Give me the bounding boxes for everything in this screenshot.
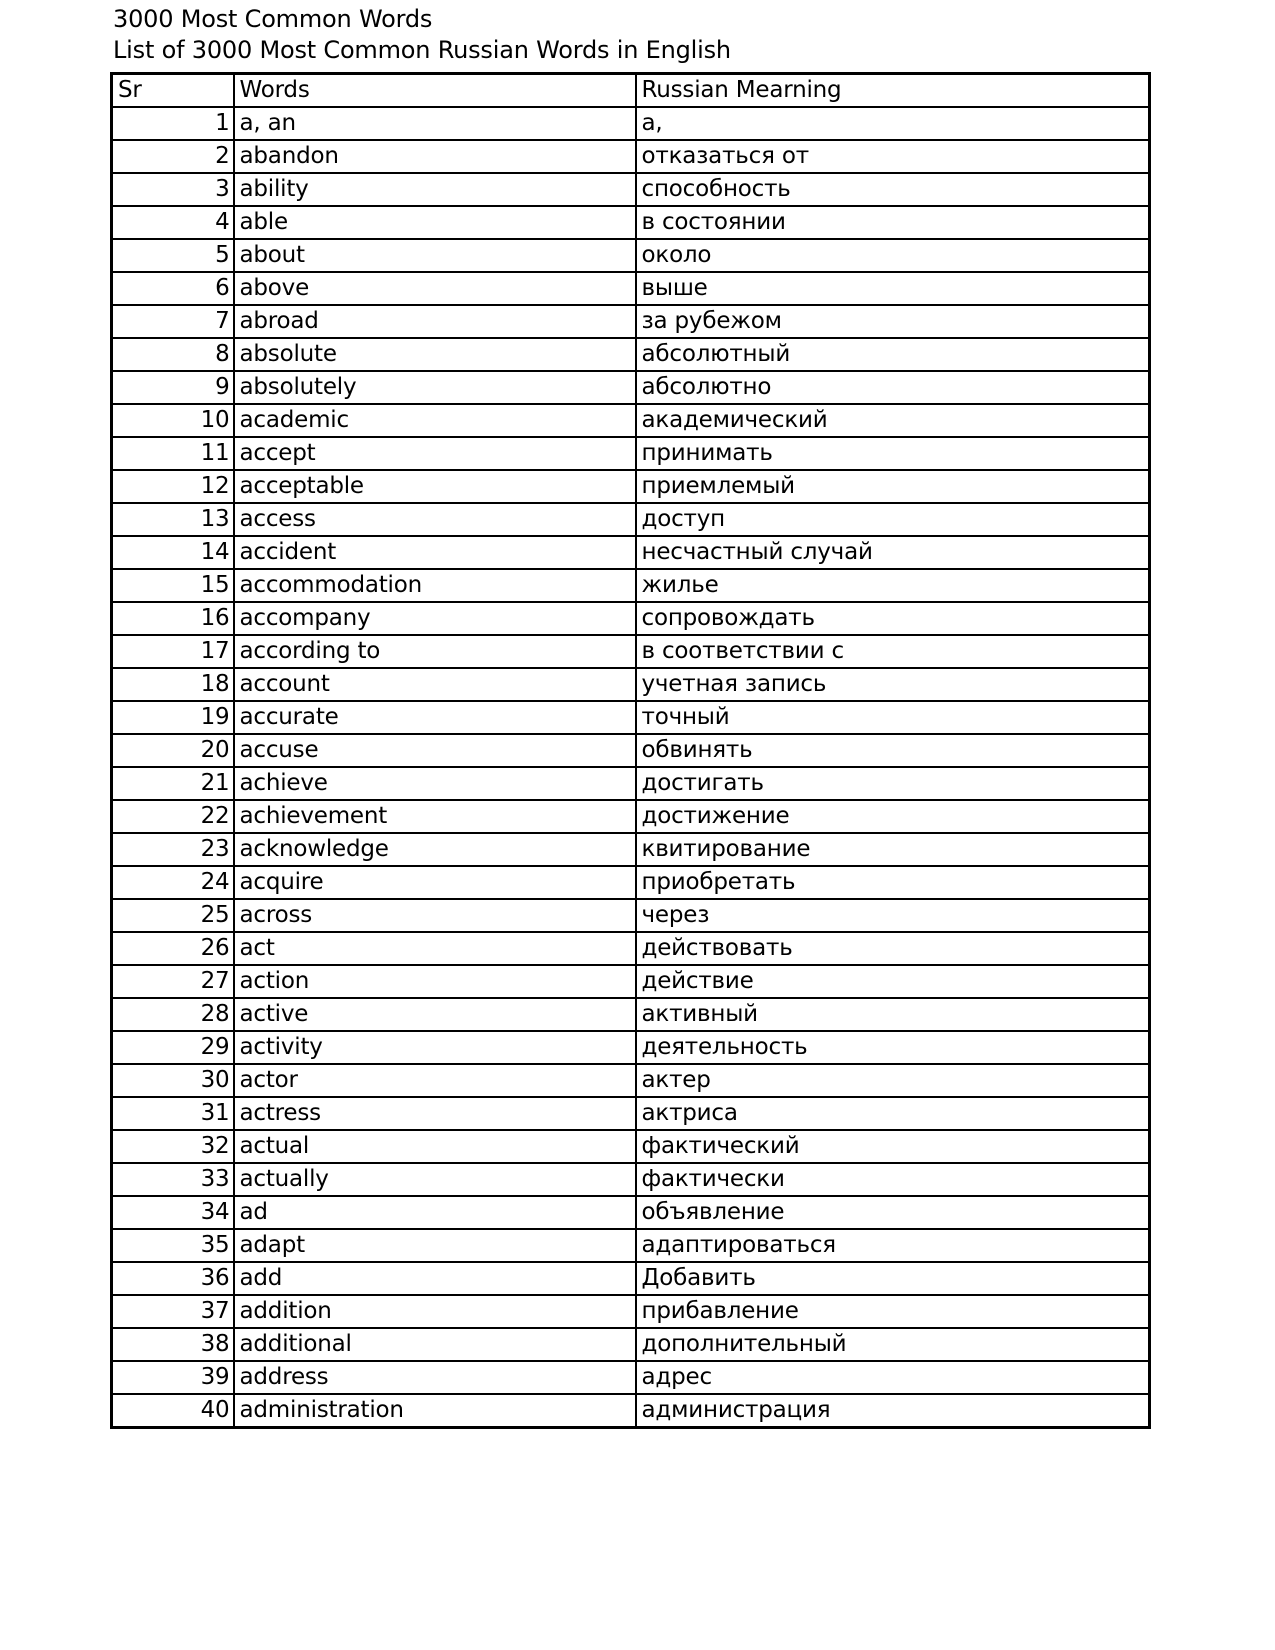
cell-russian-meaning: точный (636, 701, 1150, 734)
cell-word: actually (234, 1163, 636, 1196)
table-row (112, 767, 1150, 800)
cell-word: address (234, 1361, 636, 1394)
cell-sr: 2 (112, 140, 234, 173)
cell-word: achievement (234, 800, 636, 833)
cell-russian-meaning: объявление (636, 1196, 1150, 1229)
cell-sr: 32 (112, 1130, 234, 1163)
table-row (112, 536, 1150, 569)
table-row (112, 932, 1150, 965)
table-row (112, 1295, 1150, 1328)
cell-russian-meaning: Добавить (636, 1262, 1150, 1295)
cell-russian-meaning: через (636, 899, 1150, 932)
cell-word: actor (234, 1064, 636, 1097)
table-row (112, 1031, 1150, 1064)
cell-sr: 23 (112, 833, 234, 866)
cell-russian-meaning: актер (636, 1064, 1150, 1097)
cell-russian-meaning: отказаться от (636, 140, 1150, 173)
cell-russian-meaning: жилье (636, 569, 1150, 602)
table-body (112, 107, 1150, 1428)
cell-word: activity (234, 1031, 636, 1064)
cell-russian-meaning: несчастный случай (636, 536, 1150, 569)
cell-word: acknowledge (234, 833, 636, 866)
cell-sr: 3 (112, 173, 234, 206)
cell-russian-meaning: за рубежом (636, 305, 1150, 338)
table-row (112, 866, 1150, 899)
cell-russian-meaning: фактический (636, 1130, 1150, 1163)
cell-russian-meaning: дополнительный (636, 1328, 1150, 1361)
cell-russian-meaning: сопровождать (636, 602, 1150, 635)
cell-sr: 31 (112, 1097, 234, 1130)
cell-word: act (234, 932, 636, 965)
cell-russian-meaning: абсолютно (636, 371, 1150, 404)
cell-sr: 1 (112, 107, 234, 140)
cell-sr: 35 (112, 1229, 234, 1262)
cell-russian-meaning: способность (636, 173, 1150, 206)
cell-russian-meaning: приемлемый (636, 470, 1150, 503)
table-row (112, 833, 1150, 866)
cell-sr: 37 (112, 1295, 234, 1328)
cell-word: absolute (234, 338, 636, 371)
cell-sr: 5 (112, 239, 234, 272)
table-row (112, 338, 1150, 371)
cell-russian-meaning: активный (636, 998, 1150, 1031)
cell-word: accompany (234, 602, 636, 635)
cell-sr: 39 (112, 1361, 234, 1394)
cell-word: accident (234, 536, 636, 569)
cell-sr: 7 (112, 305, 234, 338)
table-row (112, 272, 1150, 305)
cell-sr: 30 (112, 1064, 234, 1097)
cell-sr: 11 (112, 437, 234, 470)
cell-word: acquire (234, 866, 636, 899)
table-row (112, 1262, 1150, 1295)
table-row (112, 1361, 1150, 1394)
cell-russian-meaning: около (636, 239, 1150, 272)
cell-russian-meaning: a, (636, 107, 1150, 140)
table-row (112, 107, 1150, 140)
table-row (112, 371, 1150, 404)
table-row (112, 305, 1150, 338)
cell-russian-meaning: в соответствии с (636, 635, 1150, 668)
cell-sr: 29 (112, 1031, 234, 1064)
cell-russian-meaning: достигать (636, 767, 1150, 800)
document-subtitle: List of 3000 Most Common Russian Words in English (113, 36, 731, 64)
table-row (112, 1229, 1150, 1262)
cell-sr: 14 (112, 536, 234, 569)
cell-word: accept (234, 437, 636, 470)
cell-sr: 12 (112, 470, 234, 503)
cell-sr: 28 (112, 998, 234, 1031)
cell-russian-meaning: действие (636, 965, 1150, 998)
table-row (112, 206, 1150, 239)
table-row (112, 635, 1150, 668)
cell-sr: 9 (112, 371, 234, 404)
cell-russian-meaning: квитирование (636, 833, 1150, 866)
cell-word: absolutely (234, 371, 636, 404)
cell-sr: 15 (112, 569, 234, 602)
cell-sr: 8 (112, 338, 234, 371)
cell-word: actual (234, 1130, 636, 1163)
cell-word: about (234, 239, 636, 272)
table-row (112, 1097, 1150, 1130)
cell-russian-meaning: доступ (636, 503, 1150, 536)
cell-sr: 4 (112, 206, 234, 239)
table-row (112, 1163, 1150, 1196)
cell-sr: 13 (112, 503, 234, 536)
cell-sr: 6 (112, 272, 234, 305)
table-row (112, 503, 1150, 536)
table-row (112, 140, 1150, 173)
table-row (112, 998, 1150, 1031)
cell-word: abroad (234, 305, 636, 338)
cell-sr: 26 (112, 932, 234, 965)
cell-word: abandon (234, 140, 636, 173)
cell-russian-meaning: абсолютный (636, 338, 1150, 371)
cell-russian-meaning: адаптироваться (636, 1229, 1150, 1262)
table-row (112, 404, 1150, 437)
cell-russian-meaning: достижение (636, 800, 1150, 833)
cell-sr: 17 (112, 635, 234, 668)
cell-sr: 24 (112, 866, 234, 899)
cell-word: academic (234, 404, 636, 437)
cell-sr: 22 (112, 800, 234, 833)
table-row (112, 470, 1150, 503)
cell-sr: 10 (112, 404, 234, 437)
table-row (112, 602, 1150, 635)
cell-sr: 40 (112, 1394, 234, 1428)
cell-russian-meaning: прибавление (636, 1295, 1150, 1328)
cell-sr: 33 (112, 1163, 234, 1196)
cell-word: ad (234, 1196, 636, 1229)
cell-word: actress (234, 1097, 636, 1130)
column-header-sr: Sr (112, 74, 234, 108)
cell-russian-meaning: учетная запись (636, 668, 1150, 701)
cell-russian-meaning: фактически (636, 1163, 1150, 1196)
cell-word: according to (234, 635, 636, 668)
cell-russian-meaning: администрация (636, 1394, 1150, 1428)
column-header-russian-meaning: Russian Mearning (636, 74, 1150, 108)
cell-word: active (234, 998, 636, 1031)
cell-russian-meaning: академический (636, 404, 1150, 437)
cell-sr: 38 (112, 1328, 234, 1361)
cell-russian-meaning: принимать (636, 437, 1150, 470)
table-row (112, 173, 1150, 206)
table-header-row (112, 74, 1150, 108)
cell-russian-meaning: адрес (636, 1361, 1150, 1394)
table-row (112, 1328, 1150, 1361)
table-row (112, 668, 1150, 701)
cell-russian-meaning: действовать (636, 932, 1150, 965)
cell-word: action (234, 965, 636, 998)
cell-sr: 18 (112, 668, 234, 701)
cell-word: ability (234, 173, 636, 206)
cell-word: addition (234, 1295, 636, 1328)
cell-sr: 16 (112, 602, 234, 635)
cell-russian-meaning: обвинять (636, 734, 1150, 767)
column-header-words: Words (234, 74, 636, 108)
cell-sr: 27 (112, 965, 234, 998)
table-row (112, 965, 1150, 998)
cell-russian-meaning: актриса (636, 1097, 1150, 1130)
table-row (112, 1196, 1150, 1229)
table-header (112, 74, 1150, 108)
cell-word: above (234, 272, 636, 305)
word-table-container (110, 72, 1148, 1429)
cell-word: acceptable (234, 470, 636, 503)
table-row (112, 1394, 1150, 1428)
cell-sr: 20 (112, 734, 234, 767)
table-row (112, 734, 1150, 767)
table-row (112, 437, 1150, 470)
table-row (112, 1064, 1150, 1097)
cell-word: additional (234, 1328, 636, 1361)
cell-word: accuse (234, 734, 636, 767)
cell-word: add (234, 1262, 636, 1295)
cell-word: access (234, 503, 636, 536)
cell-russian-meaning: приобретать (636, 866, 1150, 899)
cell-word: able (234, 206, 636, 239)
cell-russian-meaning: выше (636, 272, 1150, 305)
cell-word: accurate (234, 701, 636, 734)
cell-sr: 34 (112, 1196, 234, 1229)
cell-word: adapt (234, 1229, 636, 1262)
cell-word: across (234, 899, 636, 932)
cell-sr: 25 (112, 899, 234, 932)
table-row (112, 1130, 1150, 1163)
cell-russian-meaning: в состоянии (636, 206, 1150, 239)
word-list-table (110, 72, 1151, 1429)
document-title: 3000 Most Common Words (113, 5, 433, 33)
table-row (112, 569, 1150, 602)
cell-word: account (234, 668, 636, 701)
cell-word: a, an (234, 107, 636, 140)
table-row (112, 239, 1150, 272)
table-row (112, 701, 1150, 734)
cell-word: achieve (234, 767, 636, 800)
cell-word: accommodation (234, 569, 636, 602)
table-row (112, 800, 1150, 833)
cell-word: administration (234, 1394, 636, 1428)
cell-russian-meaning: деятельность (636, 1031, 1150, 1064)
cell-sr: 19 (112, 701, 234, 734)
cell-sr: 36 (112, 1262, 234, 1295)
table-row (112, 899, 1150, 932)
cell-sr: 21 (112, 767, 234, 800)
